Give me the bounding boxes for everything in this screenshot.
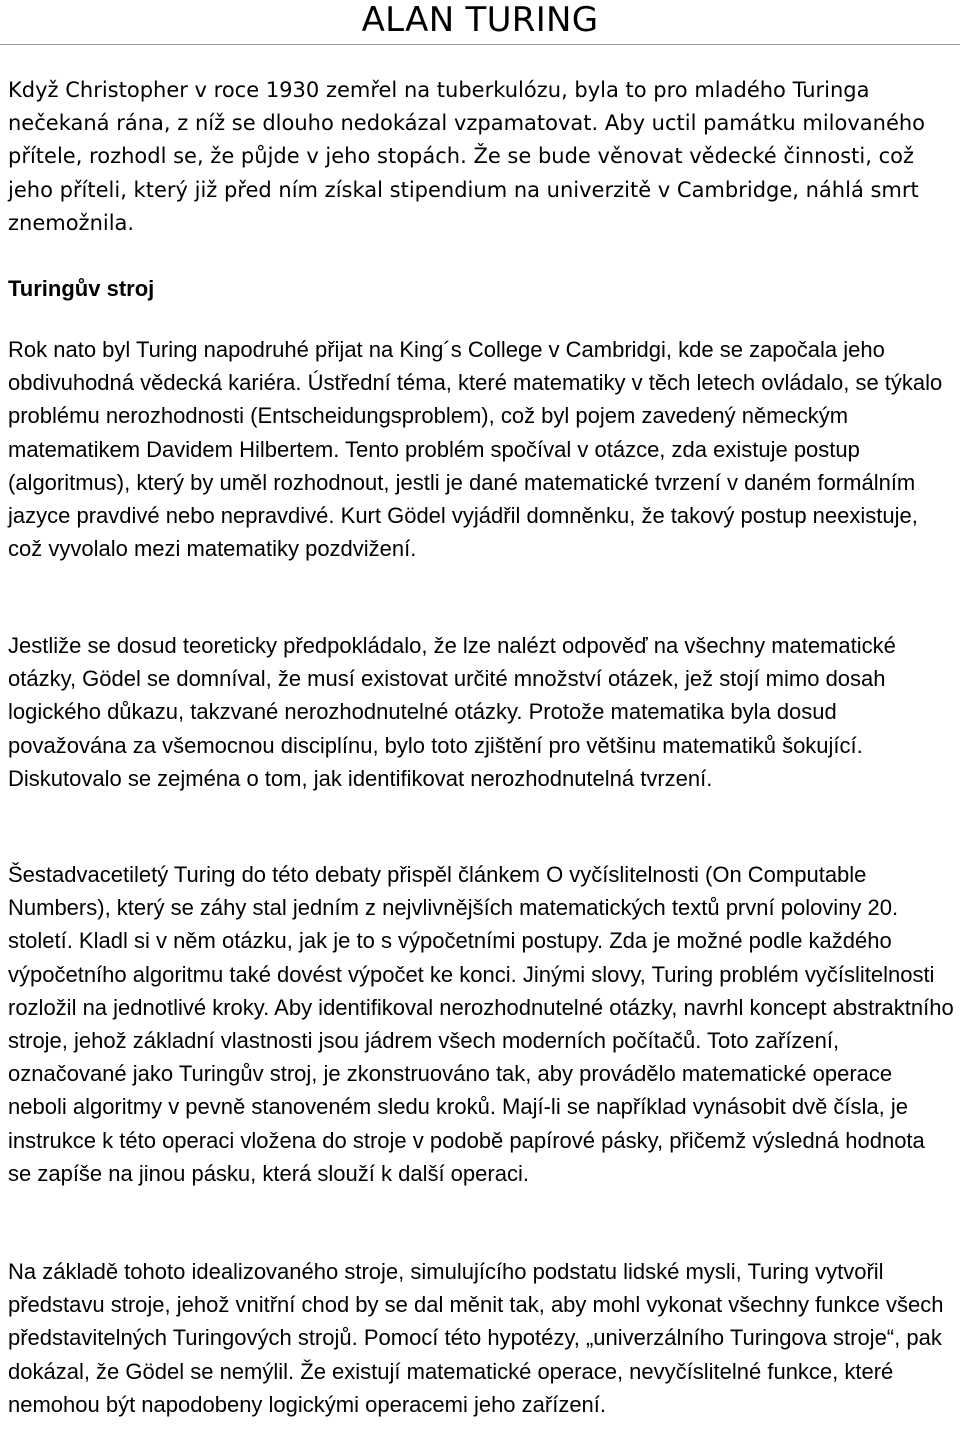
paragraph-universal-machine: Na základě tohoto idealizovaného stroje, simulujícího podstatu lidské mysli, Turing vytvořil představu stroje, jehož vnitřní chod by se dal měnit tak, aby mohl vykonat všechny funkce všech představitelných Turingových strojů. Pomocí této hypotézy, „univerzálního Turingova stroje“, pak dokázal, že Gödel se nemýlil. Že existují matematické operace, nevyčíslitelné funkce, které nemohou být napodobeny logickými operacemi jeho zařízení.: [8, 1259, 944, 1417]
paragraph-intro: Když Christopher v roce 1930 zemřel na tuberkulózu, byla to pro mladého Turinga nečekaná rána, z níž se dlouho nedokázal vzpamatovat. Aby uctil památku milovaného přítele, rozhodl se, že půjde v jeho stopách. Že se bude věnovat vědecké činnosti, což jeho příteli, který již před ním získal stipendium na univerzitě v Cambridge, náhlá smrt znemožnila.: [8, 78, 926, 235]
paragraph-turing-machine: Šestadvacetiletý Turing do této debaty přispěl článkem O vyčíslitelnosti (On Computable Numbers), který se záhy stal jedním z nejvlivnějších matematických textů první poloviny 20. století. Kladl si v něm otázku, jak je to s výpočetními postupy. Zda je možné podle každého výpočetního algoritmu také dovést výpočet ke konci. Jinými slovy, Turing problém vyčíslitelnosti rozložil na jednotlivé kroky. Aby identifikoval nerozhodnutelné otázky, navrhl koncept abstraktního stroje, jehož základní vlastnosti jsou jádrem všech moderních počítačů. Toto zařízení, označované jako Turingův stroj, je zkonstruováno tak, aby provádělo matematické operace neboli algoritmy v pevně stanoveném sledu kroků. Mají-li se například vynásobit dvě čísla, je instrukce k této operaci vložena do stroje v podobě papírové pásky, přičemž výsledná hodnota se zapíše na jinou pásku, která slouží k další operaci.: [8, 862, 954, 1186]
paragraph-entscheidungsproblem: Rok nato byl Turing napodruhé přijat na King´s College v Cambridgi, kde se započala jeho obdivuhodná vědecká kariéra. Ústřední téma, které matematiky v těch letech ovládalo, se týkalo problému nerozhodnosti (Entscheidungsproblem), což byl pojem zavedený německým matematikem Davidem Hilbertem. Tento problém spočíval v otázce, zda existuje postup (algoritmus), který by uměl rozhodnout, jestli je dané matematické tvrzení v daném formálním jazyce pravdivé nebo nepravdivé. Kurt Gödel vyjádřil domněnku, že takový postup neexistuje, což vyvolalo mezi matematiky pozdvižení.: [8, 337, 943, 562]
paragraph-godel: Jestliže se dosud teoreticky předpokládalo, že lze nalézt odpověď na všechny matematické otázky, Gödel se domníval, že musí existovat určité množství otázek, jež stojí mimo dosah logického důkazu, takzvané nerozhodnutelné otázky. Protože matematika byla dosud považována za všemocnou disciplínu, bylo toto zjištění pro většinu matematiků šokující. Diskutovalo se zejména o tom, jak identifikovat nerozhodnutelná tvrzení.: [8, 633, 896, 791]
section-heading: Turingův stroj: [8, 276, 155, 301]
title-divider: [0, 44, 960, 45]
document-title: ALAN TURING: [361, 0, 599, 40]
